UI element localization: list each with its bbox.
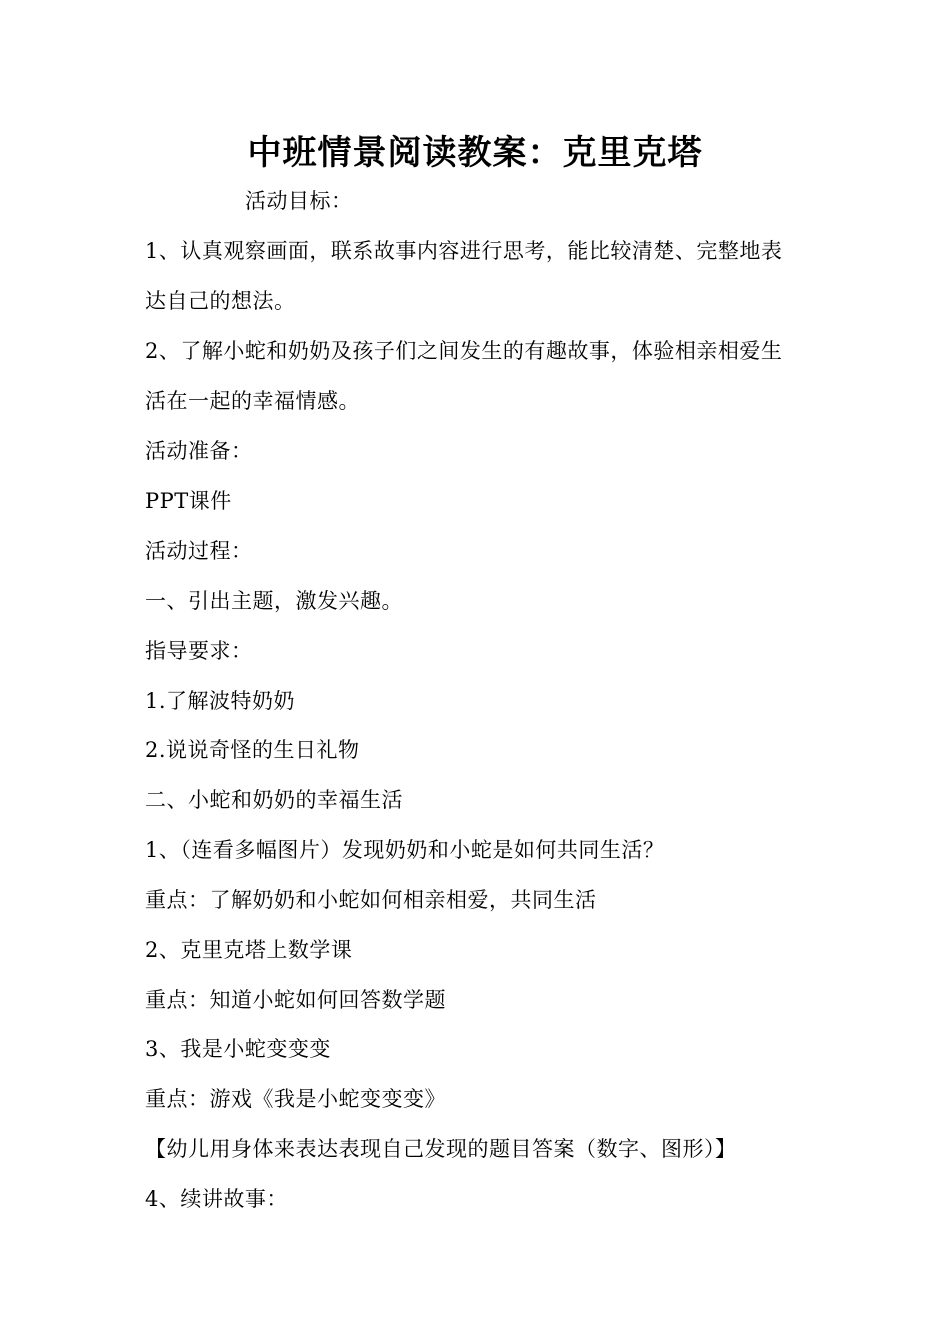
paragraph-line: 1.了解波特奶奶 [145, 689, 296, 713]
paragraph-line: 【幼儿用身体来表达表现自己发现的题目答案（数字、图形）】 [145, 1137, 737, 1161]
document-title: 中班情景阅读教案：克里克塔 [247, 133, 703, 173]
paragraph-line: 2、了解小蛇和奶奶及孩子们之间发生的有趣故事，体验相亲相爱生 [145, 339, 783, 363]
paragraph-line: 2.说说奇怪的生日礼物 [145, 738, 360, 762]
paragraph-line: 活在一起的幸福情感。 [145, 389, 360, 413]
paragraph-line: 重点：游戏《我是小蛇变变变》 [145, 1087, 446, 1111]
paragraph-line: 2、克里克塔上数学课 [145, 938, 353, 962]
section-heading-process: 活动过程： [145, 539, 253, 563]
paragraph-line: 二、小蛇和奶奶的幸福生活 [145, 788, 403, 812]
paragraph-line: 1、认真观察画面，联系故事内容进行思考，能比较清楚、完整地表 [145, 239, 783, 263]
paragraph-line: 3、我是小蛇变变变 [145, 1037, 331, 1061]
section-heading-preparation: 活动准备： [145, 439, 253, 463]
paragraph-line: 重点：了解奶奶和小蛇如何相亲相爱，共同生活 [145, 888, 597, 912]
paragraph-line: 1、（连看多幅图片）发现奶奶和小蛇是如何共同生活？ [145, 838, 665, 862]
paragraph-line: 4、续讲故事： [145, 1187, 288, 1211]
paragraph-line: 一、引出主题，激发兴趣。 [145, 589, 403, 613]
paragraph-line: 指导要求： [145, 639, 253, 663]
paragraph-line: 重点：知道小蛇如何回答数学题 [145, 988, 446, 1012]
paragraph-line: 达自己的想法。 [145, 289, 296, 313]
paragraph-line: PPT课件 [145, 489, 232, 513]
section-heading-objectives: 活动目标： [245, 189, 353, 213]
